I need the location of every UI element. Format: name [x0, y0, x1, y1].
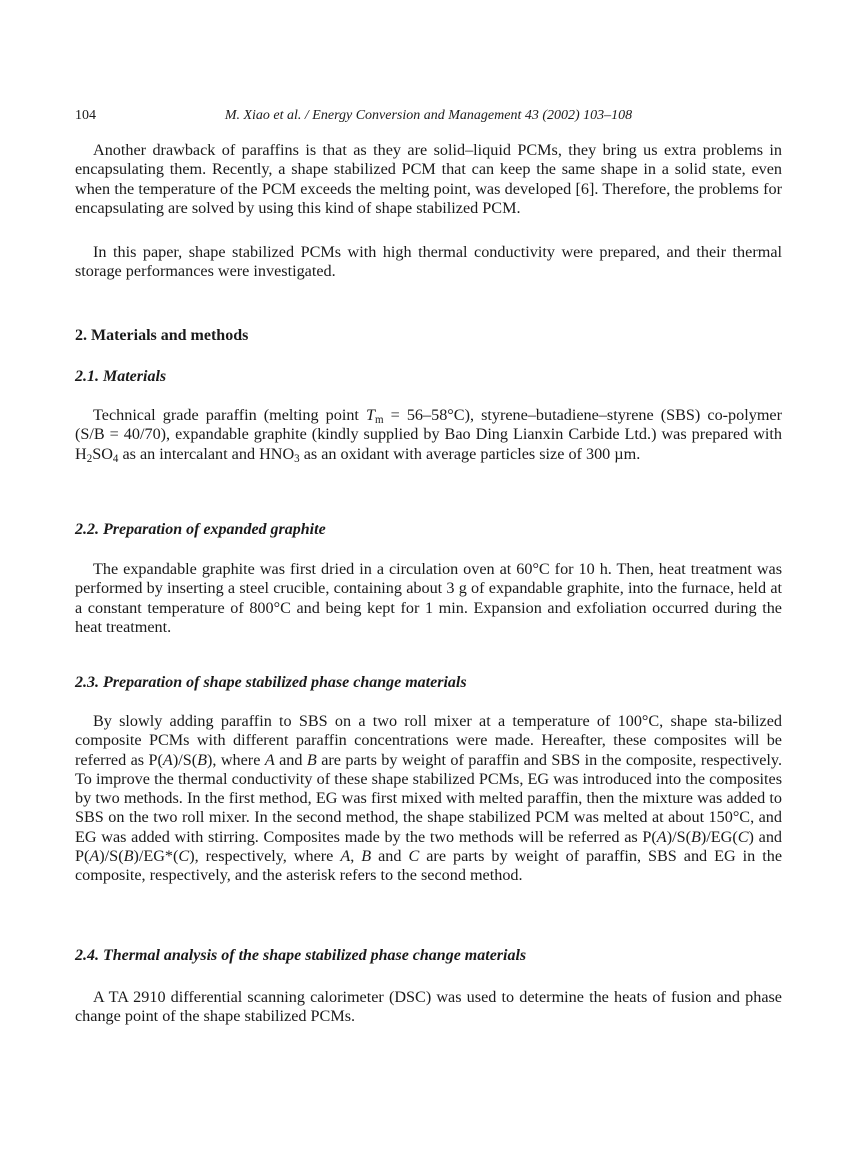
page-number: 104: [75, 108, 96, 123]
expanded-graphite-paragraph: The expandable graphite was first dried in a circulation oven at 60°C for 10 h. Then, heat treatment was performed by inserting a steel crucible, containing about 3 g of expandable graphite, into the furnace, held at a constant temperature of 800°C and being kept for 1 min. Expansion and exfoliation occurred during the heat treatment.: [75, 560, 782, 636]
section-heading-materials-methods: 2. Materials and methods: [75, 327, 249, 344]
thermal-analysis-paragraph: A TA 2910 differential scanning calorimeter (DSC) was used to determine the heats of fusion and phase change point of the shape stabilized PCMs.: [75, 988, 782, 1026]
subsection-heading-materials: 2.1. Materials: [75, 368, 167, 385]
intro-paragraph-1: Another drawback of paraffins is that as they are solid–liquid PCMs, they bring us extra problems in encapsulating them. Recently, a shape stabilized PCM that can keep the same shape in a solid state, even when the temperature of the PCM exceeds the melting point, was developed [6]. Therefore, the problems for encapsulating are solved by using this kind of shape stabilized PCM.: [75, 141, 782, 217]
subsection-heading-thermal-analysis: 2.4. Thermal analysis of the shape stabilized phase change materials: [75, 947, 527, 964]
subsection-heading-expanded-graphite: 2.2. Preparation of expanded graphite: [75, 521, 326, 538]
intro-paragraph-2: In this paper, shape stabilized PCMs with high thermal conductivity were prepared, and their thermal storage performances were investigated.: [75, 243, 782, 281]
materials-paragraph: Technical grade paraffin (melting point $T_m = 56-58^\circ C$), styrene–butadiene–styrene (SBS) co-polymer (S/B = 40/70), expandable graphite (kindly supplied by Bao Ding Lianxin Carbide Ltd.) was prepared with $H_2SO_4$ as an intercalant and $HNO_3$ as an oxidant with average particles size of 300 µm.: [75, 406, 782, 465]
journal-citation: M. Xiao et al. / Energy Conversion and Management 43 (2002) 103–108: [224, 108, 633, 123]
running-head: [75, 107, 782, 125]
subsection-heading-shape-stabilized-pcm: 2.3. Preparation of shape stabilized phase change materials: [75, 674, 467, 691]
shape-stabilized-pcm-paragraph: By slowly adding paraffin to SBS on a two roll mixer at a temperature of 100°C, shape sta-bilized composite PCMs with different paraffin concentrations were made. Hereafter, these composites will be referred as P(A)/S(B), where A and B are parts by weight of paraffin and SBS in the composite, respectively. To improve the thermal conductivity of these shape stabilized PCMs, EG was introduced into the composites by two methods. In the first method, EG was first mixed with melted paraffin, then the mixture was added to SBS on the two roll mixer. In the second method, the shape stabilized PCM was melted at about 150°C, and EG was added with stirring. Composites made by the two methods will be referred as P(A)/S(B)/EG(C) and P(A)/S(B)/EG*(C), respectively, where A, B and C are parts by weight of paraffin, SBS and EG in the composite, respectively, and the asterisk refers to the second method.: [75, 712, 783, 885]
